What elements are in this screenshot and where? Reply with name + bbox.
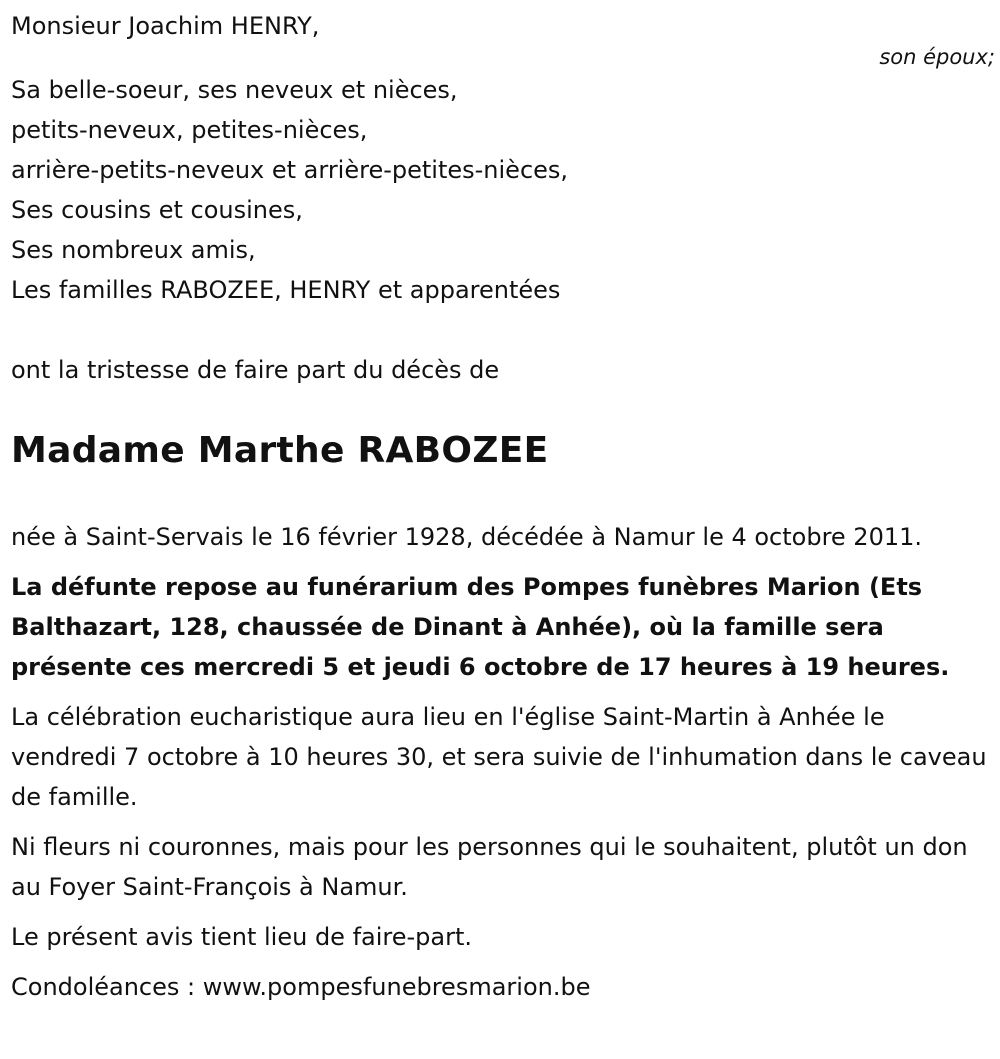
family-line: Les familles RABOZEE, HENRY et apparentées	[11, 276, 561, 304]
birth-death-text: née à Saint-Servais le 16 février 1928, décédée à Namur le 4 octobre 2011.	[11, 523, 923, 551]
family-line: Ses cousins et cousines,	[11, 196, 303, 224]
deceased-name: Madame Marthe RABOZEE	[11, 430, 549, 471]
visitation-text: La défunte repose au funérarium des Pompes funèbres Marion (Ets Balthazart, 128, chaussée de Dinant à Anhée), où la famille sera présente ces mercredi 5 et jeudi 6 octobre de 17 heures à 19 heures.	[11, 573, 950, 681]
notice-text: Le présent avis tient lieu de faire-part.	[11, 923, 473, 951]
announcement-text: ont la tristesse de faire part du décès de	[11, 356, 500, 384]
ceremony-text: La célébration eucharistique aura lieu en l'église Saint-Martin à Anhée le vendredi 7 octobre à 10 heures 30, et sera suivie de l'inhumation dans le caveau de famille.	[11, 703, 987, 811]
spacer	[11, 310, 989, 350]
husband-block	[11, 6, 995, 69]
husband-name: Monsieur Joachim HENRY,	[11, 12, 320, 40]
family-list	[11, 70, 989, 310]
family-line: Sa belle-soeur, ses neveux et nièces,	[11, 76, 458, 104]
condolences-text: Condoléances : www.pompesfunebresmarion.be	[11, 973, 591, 1001]
husband-role: son époux;	[879, 45, 995, 69]
family-line: petits-neveux, petites-nièces,	[11, 116, 368, 144]
family-line: arrière-petits-neveux et arrière-petites-nièces,	[11, 156, 569, 184]
flowers-text: Ni fleurs ni couronnes, mais pour les personnes qui le souhaitent, plutôt un don au Foyer Saint-François à Namur.	[11, 833, 968, 901]
obituary-notice	[11, 0, 995, 1007]
family-line: Ses nombreux amis,	[11, 236, 256, 264]
